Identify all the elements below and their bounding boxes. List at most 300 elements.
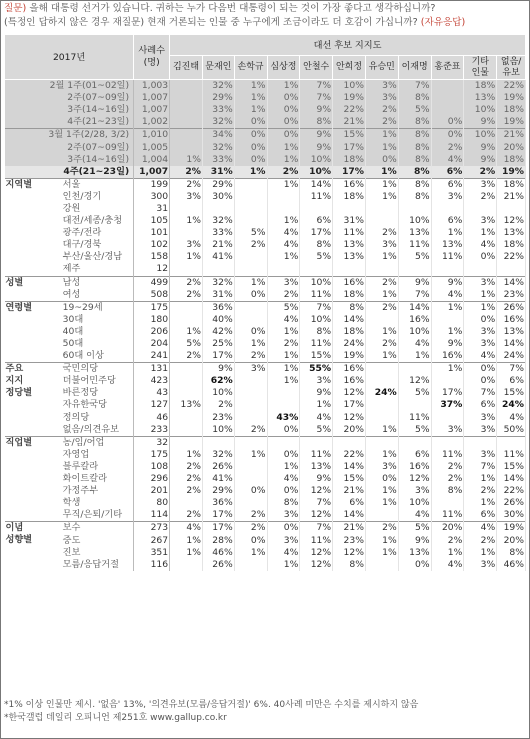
- value-cell: 2%: [365, 338, 398, 350]
- value-cell: 1%: [267, 559, 300, 571]
- sample-size: 1,007: [134, 166, 170, 179]
- sample-size: 508: [134, 289, 170, 302]
- value-cell: 1%: [365, 497, 398, 509]
- value-cell: 0%: [464, 363, 497, 376]
- value-cell: 30%: [202, 191, 234, 203]
- value-cell: 2%: [234, 509, 267, 522]
- value-cell: 6%: [431, 178, 464, 191]
- value-cell: [234, 263, 267, 276]
- row-label: 무직/은퇴/기타: [62, 509, 134, 522]
- value-cell: 9%: [431, 276, 464, 289]
- value-cell: 8%: [398, 166, 431, 179]
- value-cell: 11%: [300, 449, 333, 461]
- table-row: [5, 547, 526, 559]
- table-row: [5, 154, 526, 166]
- question-followup: (특정인 답하지 않은 경우 재질문) 현재 거론되는 인물 중 누구에게 조금이라도 더 호감이 가십니까?: [4, 17, 418, 28]
- value-cell: 2%: [170, 289, 203, 302]
- value-cell: 1%: [170, 154, 203, 166]
- sample-size: 296: [134, 473, 170, 485]
- value-cell: [398, 203, 431, 215]
- value-cell: 6%: [431, 215, 464, 227]
- value-cell: 22%: [497, 485, 526, 497]
- value-cell: 32%: [202, 116, 234, 129]
- value-cell: 37%: [431, 399, 464, 411]
- sample-size: 267: [134, 534, 170, 546]
- sample-size: 46: [134, 412, 170, 424]
- table-row: [5, 227, 526, 239]
- value-cell: 3%: [431, 191, 464, 203]
- value-cell: 14%: [497, 338, 526, 350]
- value-cell: 1%: [170, 251, 203, 263]
- value-cell: 8%: [267, 497, 300, 509]
- table-row: [5, 314, 526, 326]
- value-cell: 4%: [497, 412, 526, 424]
- value-cell: 14%: [333, 461, 366, 473]
- value-cell: [170, 227, 203, 239]
- table-row: [5, 129, 526, 142]
- value-cell: [267, 399, 300, 411]
- value-cell: 18%: [497, 154, 526, 166]
- value-cell: [202, 436, 234, 449]
- value-cell: 1%: [267, 178, 300, 191]
- sample-size: 80: [134, 497, 170, 509]
- value-cell: 10%: [398, 326, 431, 338]
- value-cell: 12%: [300, 547, 333, 559]
- value-cell: [300, 436, 333, 449]
- value-cell: [202, 203, 234, 215]
- value-cell: 21%: [497, 191, 526, 203]
- value-cell: 1%: [365, 251, 398, 263]
- table-row: [5, 116, 526, 129]
- value-cell: [170, 363, 203, 376]
- sample-size: 199: [134, 178, 170, 191]
- value-cell: 9%: [300, 473, 333, 485]
- value-cell: 8%: [398, 191, 431, 203]
- value-cell: 1%: [234, 547, 267, 559]
- value-cell: 9%: [398, 276, 431, 289]
- value-cell: 17%: [300, 227, 333, 239]
- row-label: 가정주부: [62, 485, 134, 497]
- value-cell: 11%: [300, 534, 333, 546]
- value-cell: 1%: [365, 485, 398, 497]
- value-cell: 2%: [234, 424, 267, 437]
- value-cell: 2%: [365, 116, 398, 129]
- value-cell: 8%: [333, 559, 366, 571]
- value-cell: 15%: [497, 387, 526, 399]
- value-cell: 12%: [333, 547, 366, 559]
- table-row: [5, 522, 526, 535]
- table-row: [5, 239, 526, 251]
- value-cell: 1%: [464, 301, 497, 314]
- value-cell: 2%: [170, 461, 203, 473]
- value-cell: [365, 215, 398, 227]
- value-cell: 8%: [300, 326, 333, 338]
- value-cell: 1%: [170, 534, 203, 546]
- value-cell: 9%: [398, 534, 431, 546]
- value-cell: 2%: [170, 509, 203, 522]
- value-cell: 1%: [267, 215, 300, 227]
- value-cell: 10%: [398, 497, 431, 509]
- value-cell: 3%: [464, 215, 497, 227]
- value-cell: 8%: [431, 485, 464, 497]
- row-label: 강원: [62, 203, 134, 215]
- value-cell: 28%: [202, 534, 234, 546]
- table-row: [5, 80, 526, 93]
- value-cell: 1%: [431, 326, 464, 338]
- value-cell: [365, 375, 398, 387]
- value-cell: [365, 203, 398, 215]
- table-row: [5, 251, 526, 263]
- question-prefix: 질문): [4, 3, 27, 14]
- value-cell: 2%: [464, 534, 497, 546]
- value-cell: 11%: [497, 449, 526, 461]
- row-label: 화이트칼라: [62, 473, 134, 485]
- sample-size: 105: [134, 215, 170, 227]
- table-row: [5, 276, 526, 289]
- candidate-header-8: 이재명: [398, 56, 431, 80]
- table-row: [5, 166, 526, 179]
- value-cell: 32%: [202, 80, 234, 93]
- value-cell: 8%: [398, 178, 431, 191]
- row-label: 없음/의견유보: [62, 424, 134, 437]
- value-cell: [234, 461, 267, 473]
- value-cell: 2%: [170, 276, 203, 289]
- table-row: [5, 473, 526, 485]
- sample-size: 1,005: [134, 141, 170, 153]
- value-cell: 0%: [365, 473, 398, 485]
- value-cell: 10%: [300, 276, 333, 289]
- value-cell: 0%: [267, 522, 300, 535]
- value-cell: [170, 104, 203, 116]
- value-cell: 1%: [234, 80, 267, 93]
- sample-size: 175: [134, 301, 170, 314]
- table-row: [5, 509, 526, 522]
- sample-size: 108: [134, 461, 170, 473]
- value-cell: 26%: [202, 461, 234, 473]
- value-cell: 33%: [202, 104, 234, 116]
- value-cell: 1%: [267, 326, 300, 338]
- value-cell: 3%: [267, 509, 300, 522]
- value-cell: 11%: [300, 191, 333, 203]
- value-cell: [267, 387, 300, 399]
- table-row: [5, 104, 526, 116]
- value-cell: [464, 203, 497, 215]
- value-cell: [365, 436, 398, 449]
- value-cell: 3%: [365, 92, 398, 104]
- table-row: [5, 399, 526, 411]
- value-cell: 36%: [202, 497, 234, 509]
- value-cell: 0%: [267, 485, 300, 497]
- value-cell: [497, 436, 526, 449]
- sample-size: 206: [134, 326, 170, 338]
- value-cell: 0%: [431, 129, 464, 142]
- value-cell: 2%: [267, 289, 300, 302]
- value-cell: 2%: [365, 522, 398, 535]
- value-cell: 17%: [333, 166, 366, 179]
- value-cell: 32%: [202, 215, 234, 227]
- row-label: 정의당: [62, 412, 134, 424]
- sample-size: 31: [134, 203, 170, 215]
- group-label: 지역별: [5, 178, 62, 276]
- row-label: 중도: [62, 534, 134, 546]
- value-cell: [234, 215, 267, 227]
- row-label: 여성: [62, 289, 134, 302]
- sample-size: 1,003: [134, 80, 170, 93]
- value-cell: 11%: [431, 449, 464, 461]
- value-cell: 1%: [365, 547, 398, 559]
- sample-header: 사례수 (명): [134, 35, 170, 80]
- value-cell: [170, 141, 203, 153]
- value-cell: 1%: [464, 547, 497, 559]
- value-cell: 13%: [398, 547, 431, 559]
- value-cell: 8%: [497, 547, 526, 559]
- value-cell: 2%: [431, 473, 464, 485]
- row-label: 대구/경북: [62, 239, 134, 251]
- value-cell: 19%: [333, 92, 366, 104]
- value-cell: 2%: [431, 534, 464, 546]
- value-cell: 1%: [365, 166, 398, 179]
- value-cell: 6%: [431, 166, 464, 179]
- value-cell: 1%: [267, 363, 300, 376]
- value-cell: [234, 387, 267, 399]
- value-cell: 3%: [234, 363, 267, 376]
- value-cell: 14%: [300, 178, 333, 191]
- sample-size: 114: [134, 509, 170, 522]
- value-cell: 10%: [300, 166, 333, 179]
- value-cell: 14%: [398, 301, 431, 314]
- value-cell: 16%: [333, 375, 366, 387]
- value-cell: 11%: [300, 338, 333, 350]
- value-cell: 0%: [234, 534, 267, 546]
- value-cell: [234, 375, 267, 387]
- value-cell: 14%: [497, 473, 526, 485]
- footnote-2: *한국갤럽 데일리 오피니언 제251호 www.gallup.co.kr: [4, 713, 227, 723]
- value-cell: 10%: [464, 104, 497, 116]
- sample-size: 423: [134, 375, 170, 387]
- value-cell: 1%: [365, 191, 398, 203]
- value-cell: 5%: [398, 251, 431, 263]
- value-cell: 1%: [398, 350, 431, 363]
- value-cell: 9%: [300, 141, 333, 153]
- value-cell: 23%: [333, 534, 366, 546]
- value-cell: 1%: [170, 326, 203, 338]
- table-body: [5, 80, 526, 571]
- sample-size: 1,010: [134, 129, 170, 142]
- value-cell: 4%: [431, 559, 464, 571]
- value-cell: 12%: [300, 509, 333, 522]
- value-cell: 10%: [300, 154, 333, 166]
- value-cell: 1%: [300, 399, 333, 411]
- value-cell: 0%: [464, 251, 497, 263]
- value-cell: 8%: [398, 129, 431, 142]
- value-cell: 0%: [267, 424, 300, 437]
- value-cell: 1%: [365, 534, 398, 546]
- value-cell: 26%: [202, 559, 234, 571]
- value-cell: 4%: [464, 239, 497, 251]
- sample-size: 204: [134, 338, 170, 350]
- value-cell: 19%: [333, 350, 366, 363]
- value-cell: [431, 412, 464, 424]
- value-cell: 16%: [398, 314, 431, 326]
- value-cell: 40%: [202, 314, 234, 326]
- value-cell: [431, 92, 464, 104]
- sample-size: 180: [134, 314, 170, 326]
- value-cell: 1%: [267, 154, 300, 166]
- row-label: 19~29세: [62, 301, 134, 314]
- value-cell: 8%: [398, 141, 431, 153]
- value-cell: 1%: [365, 424, 398, 437]
- value-cell: 5%: [398, 424, 431, 437]
- value-cell: 22%: [333, 449, 366, 461]
- value-cell: [431, 263, 464, 276]
- sample-size: 101: [134, 227, 170, 239]
- value-cell: 0%: [464, 314, 497, 326]
- value-cell: 11%: [333, 227, 366, 239]
- none-header: 없음/ 유보: [497, 56, 526, 80]
- value-cell: 19%: [497, 522, 526, 535]
- value-cell: [365, 399, 398, 411]
- value-cell: 3%: [365, 461, 398, 473]
- value-cell: 2%: [431, 461, 464, 473]
- value-cell: [170, 129, 203, 142]
- row-label: 50대: [62, 338, 134, 350]
- value-cell: 1%: [365, 178, 398, 191]
- value-cell: 3%: [365, 239, 398, 251]
- value-cell: 34%: [202, 129, 234, 142]
- value-cell: [464, 263, 497, 276]
- candidate-header-6: 안희정: [333, 56, 366, 80]
- value-cell: 2%: [202, 399, 234, 411]
- value-cell: 1%: [234, 104, 267, 116]
- table-row: [5, 534, 526, 546]
- value-cell: [234, 301, 267, 314]
- value-cell: 20%: [431, 522, 464, 535]
- value-cell: 2%: [234, 239, 267, 251]
- value-cell: 18%: [464, 80, 497, 93]
- value-cell: 1%: [234, 276, 267, 289]
- value-cell: [300, 203, 333, 215]
- value-cell: 2%: [170, 166, 203, 179]
- value-cell: [398, 399, 431, 411]
- value-cell: [365, 363, 398, 376]
- value-cell: 32%: [202, 449, 234, 461]
- value-cell: 16%: [398, 461, 431, 473]
- value-cell: 23%: [202, 412, 234, 424]
- sample-size: 158: [134, 251, 170, 263]
- value-cell: 3%: [267, 276, 300, 289]
- value-cell: 0%: [234, 141, 267, 153]
- value-cell: [234, 178, 267, 191]
- value-cell: 32%: [202, 276, 234, 289]
- value-cell: 0%: [234, 129, 267, 142]
- table-row: [5, 375, 526, 387]
- value-cell: 12%: [398, 375, 431, 387]
- table-row: [5, 363, 526, 376]
- sample-size: 1,004: [134, 154, 170, 166]
- value-cell: 3%: [365, 80, 398, 93]
- value-cell: 4%: [431, 154, 464, 166]
- value-cell: 3%: [431, 424, 464, 437]
- value-cell: 4%: [464, 350, 497, 363]
- value-cell: 3%: [464, 412, 497, 424]
- value-cell: [497, 203, 526, 215]
- value-cell: 1%: [365, 141, 398, 153]
- candidate-header-3: 손학규: [234, 56, 267, 80]
- row-label: 자영업: [62, 449, 134, 461]
- value-cell: 12%: [333, 412, 366, 424]
- sample-size: 273: [134, 522, 170, 535]
- row-label: 학생: [62, 497, 134, 509]
- row-label: 4주(21~23일): [5, 166, 134, 179]
- value-cell: [431, 104, 464, 116]
- value-cell: [234, 436, 267, 449]
- value-cell: 9%: [300, 129, 333, 142]
- value-cell: 0%: [267, 104, 300, 116]
- value-cell: 0%: [267, 449, 300, 461]
- value-cell: 0%: [234, 326, 267, 338]
- value-cell: 13%: [497, 227, 526, 239]
- value-cell: 30%: [497, 509, 526, 522]
- value-cell: 31%: [333, 215, 366, 227]
- sample-size: 102: [134, 239, 170, 251]
- value-cell: 21%: [202, 239, 234, 251]
- value-cell: [464, 436, 497, 449]
- value-cell: 2%: [234, 522, 267, 535]
- value-cell: 0%: [234, 289, 267, 302]
- row-label: 농/임/어업: [62, 436, 134, 449]
- value-cell: 2%: [234, 350, 267, 363]
- value-cell: 22%: [497, 251, 526, 263]
- value-cell: [431, 203, 464, 215]
- value-cell: 18%: [333, 289, 366, 302]
- value-cell: 17%: [202, 522, 234, 535]
- value-cell: 1%: [431, 227, 464, 239]
- value-cell: 15%: [300, 350, 333, 363]
- value-cell: 11%: [431, 251, 464, 263]
- group-label: 성별: [5, 276, 62, 301]
- value-cell: 50%: [497, 424, 526, 437]
- value-cell: 24%: [365, 387, 398, 399]
- table-row: [5, 461, 526, 473]
- question-suffix: (자유응답): [420, 17, 466, 28]
- value-cell: 4%: [398, 509, 431, 522]
- value-cell: 3%: [464, 276, 497, 289]
- sample-size: 233: [134, 424, 170, 437]
- value-cell: 2%: [431, 141, 464, 153]
- value-cell: [267, 436, 300, 449]
- value-cell: 29%: [202, 178, 234, 191]
- value-cell: [170, 80, 203, 93]
- value-cell: 12%: [497, 215, 526, 227]
- value-cell: 19%: [497, 166, 526, 179]
- value-cell: 4%: [267, 473, 300, 485]
- value-cell: 15%: [497, 461, 526, 473]
- group-label: 이념 성향별: [5, 522, 62, 571]
- value-cell: [170, 424, 203, 437]
- value-cell: 10%: [202, 387, 234, 399]
- value-cell: 20%: [333, 424, 366, 437]
- value-cell: 3%: [464, 338, 497, 350]
- sample-size: 43: [134, 387, 170, 399]
- value-cell: 41%: [202, 251, 234, 263]
- value-cell: [170, 92, 203, 104]
- value-cell: 23%: [497, 289, 526, 302]
- row-label: 블루칼라: [62, 461, 134, 473]
- value-cell: 36%: [202, 301, 234, 314]
- value-cell: 1%: [464, 289, 497, 302]
- value-cell: 7%: [300, 522, 333, 535]
- value-cell: 1%: [267, 141, 300, 153]
